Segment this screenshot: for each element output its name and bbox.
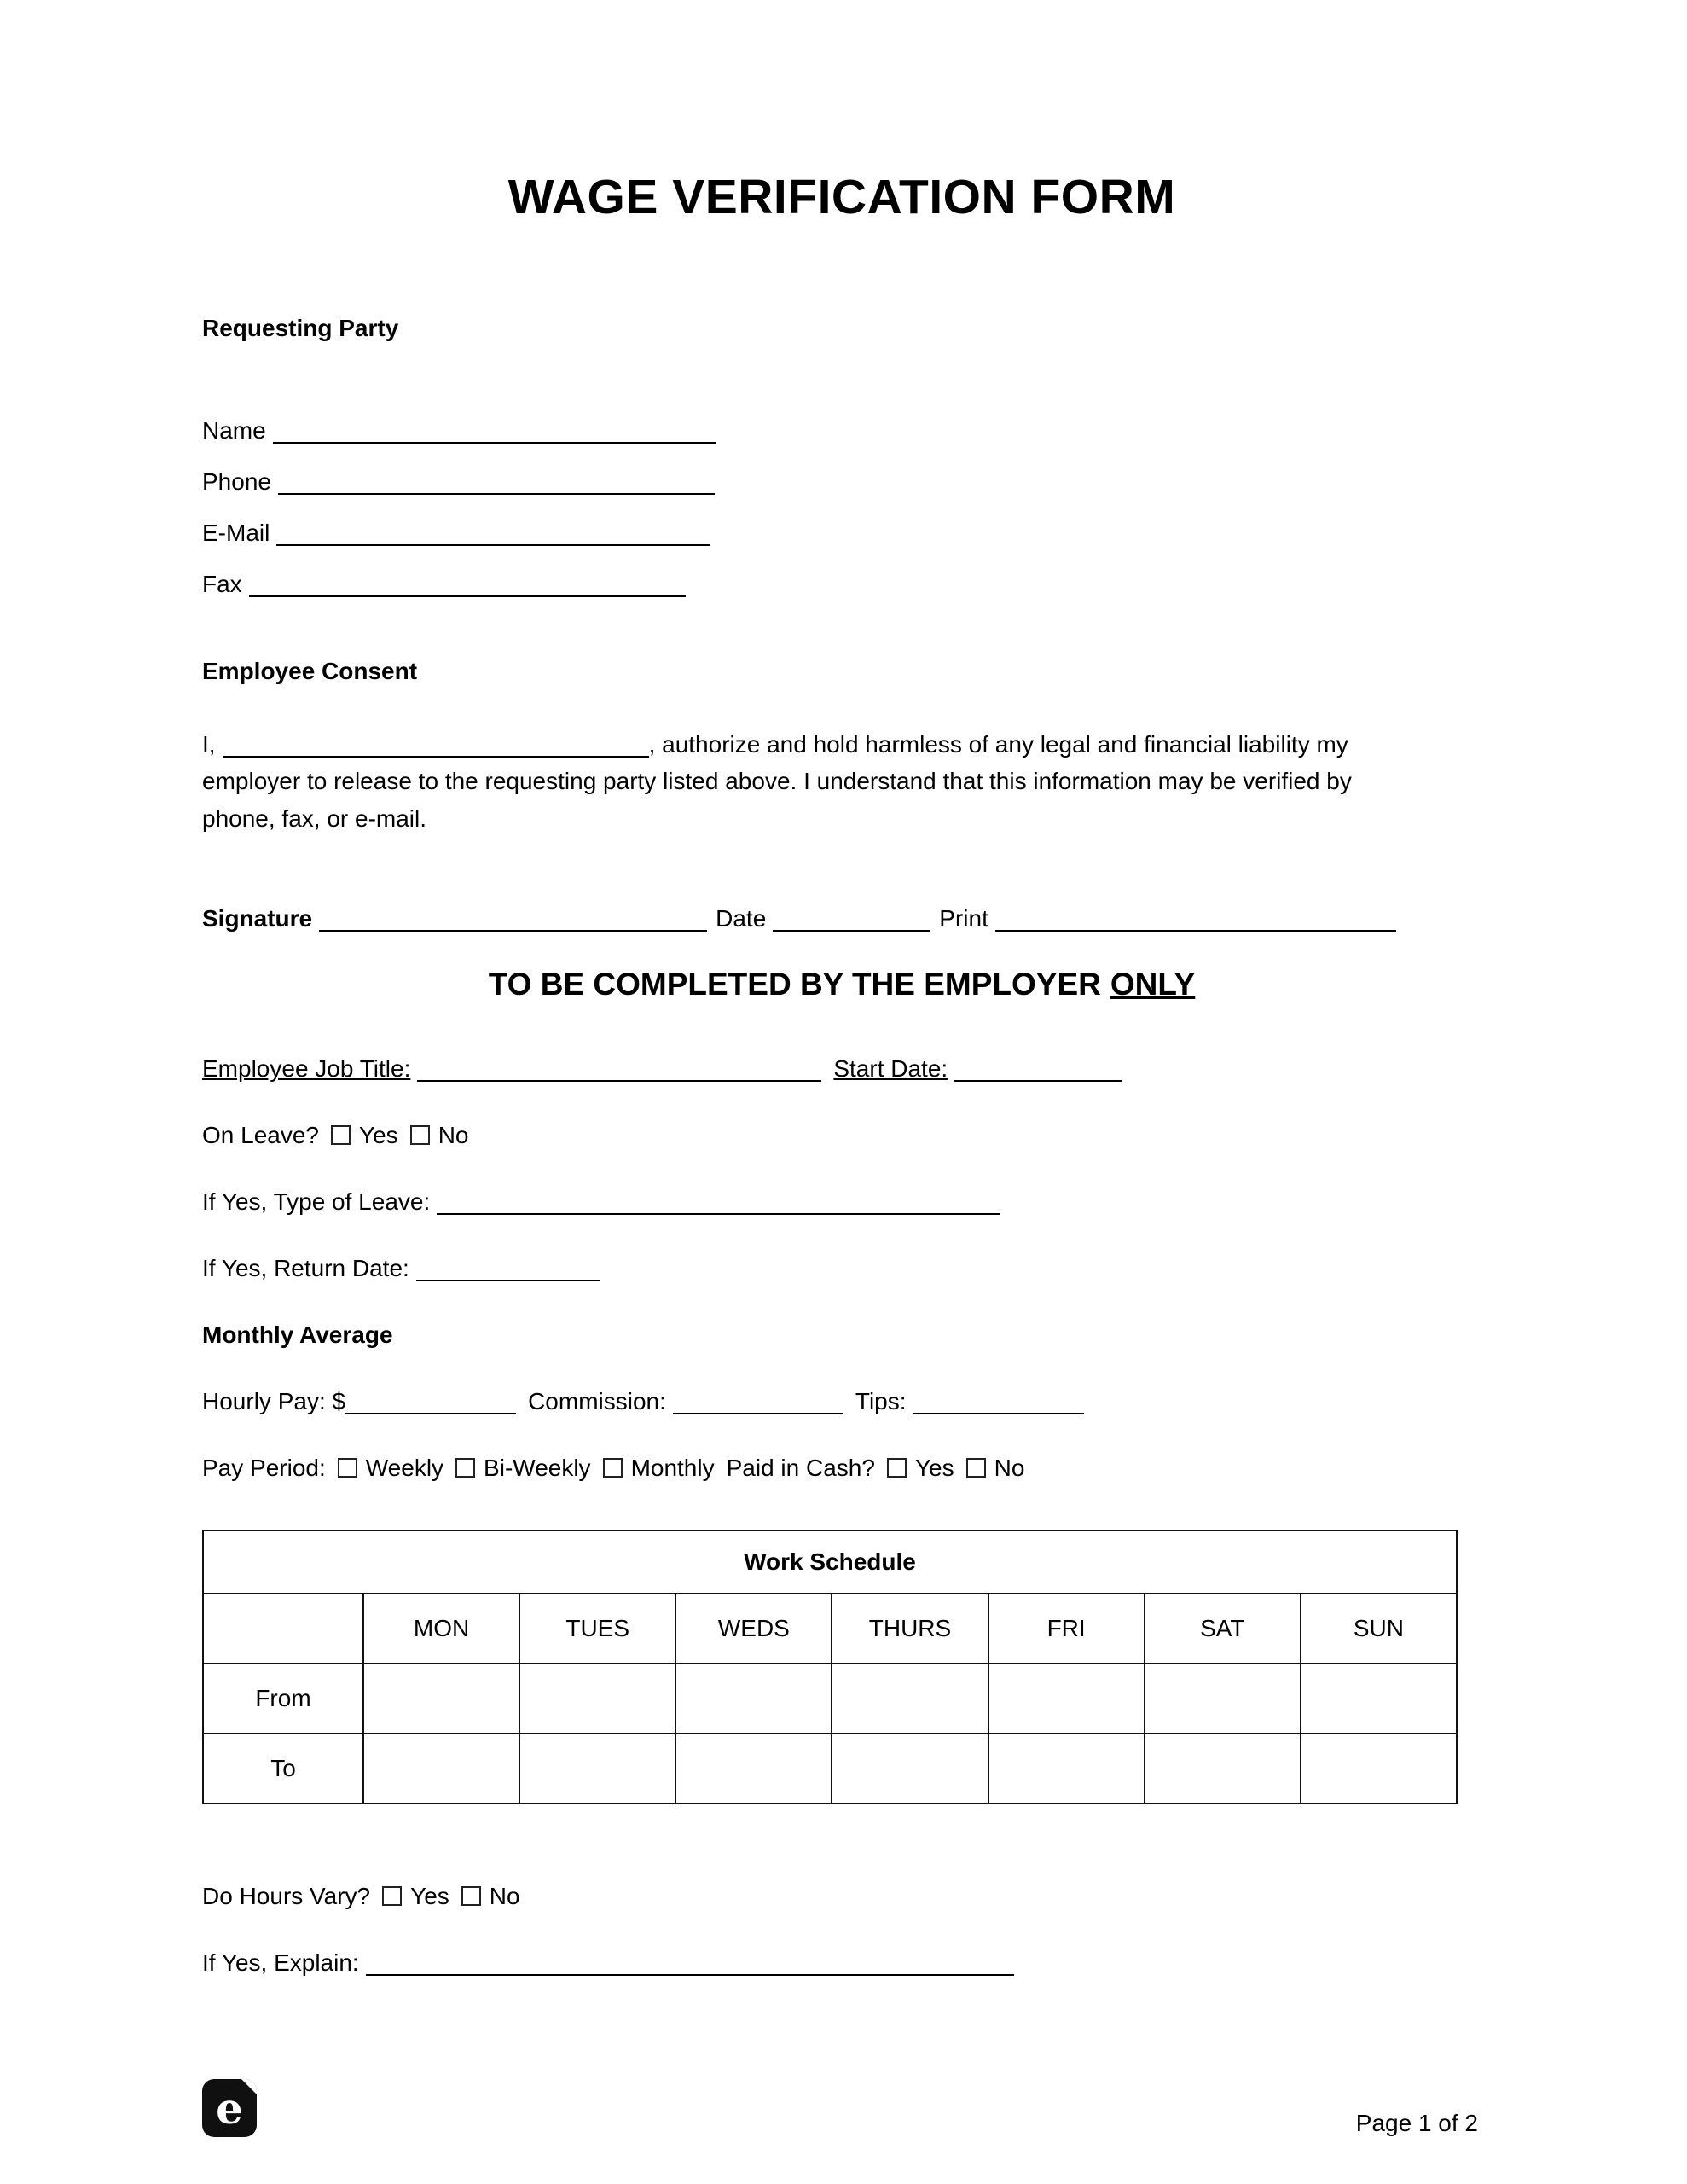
explain-row	[202, 1949, 1481, 1977]
checkbox-on-leave-yes[interactable]	[331, 1125, 351, 1145]
pay-period-label: Pay Period:	[202, 1455, 326, 1482]
tips-blank-line[interactable]	[913, 1391, 1084, 1414]
pay-period-biweekly-label: Bi-Weekly	[484, 1455, 591, 1482]
consent-name-blank-line[interactable]	[223, 734, 649, 758]
schedule-cell-to-sat[interactable]	[1145, 1734, 1301, 1804]
consent-text: , authorize and hold harmless of any legal and financial liability my employer to release to the requesting party listed above. I understand that this information may be verified by phone, fax, or e-mail.	[202, 731, 1352, 832]
checkbox-paid-in-cash-no[interactable]	[966, 1458, 986, 1478]
hours-vary-yes-label: Yes	[410, 1883, 449, 1910]
schedule-corner-cell	[203, 1594, 363, 1664]
checkbox-pay-period-weekly[interactable]	[338, 1458, 357, 1478]
day-header-thurs: THURS	[832, 1594, 988, 1664]
hours-vary-row	[202, 1883, 1481, 1910]
day-header-weds: WEDS	[675, 1594, 832, 1664]
field-row-fax	[202, 571, 1481, 598]
hours-vary-no-label: No	[489, 1883, 520, 1910]
field-row-name	[202, 417, 1481, 444]
type-of-leave-row	[202, 1188, 1481, 1216]
checkbox-hours-vary-no[interactable]	[461, 1886, 481, 1906]
start-date-blank-line[interactable]	[954, 1058, 1122, 1082]
consent-paragraph	[202, 726, 1422, 837]
section-heading-requesting-party: Requesting Party	[202, 315, 399, 341]
return-date-row	[202, 1255, 1481, 1282]
schedule-cell-from-weds[interactable]	[675, 1664, 832, 1734]
commission-label: Commission:	[528, 1388, 666, 1415]
schedule-cell-to-sun[interactable]	[1301, 1734, 1457, 1804]
schedule-cell-from-mon[interactable]	[363, 1664, 519, 1734]
hourly-pay-label: Hourly Pay: $	[202, 1388, 346, 1415]
checkbox-on-leave-no[interactable]	[410, 1125, 430, 1145]
field-row-email	[202, 520, 1481, 547]
eforms-logo-letter: e	[216, 2082, 243, 2134]
email-field-label: E-Mail	[202, 520, 270, 546]
page-footer	[202, 2079, 1478, 2137]
tips-label: Tips:	[855, 1388, 907, 1415]
employer-heading-main: TO BE COMPLETED BY THE EMPLOYER	[488, 967, 1101, 1002]
paid-in-cash-no-label: No	[994, 1455, 1025, 1482]
type-of-leave-blank-line[interactable]	[437, 1191, 1000, 1215]
fax-field-label: Fax	[202, 571, 242, 597]
eforms-logo	[202, 2079, 257, 2137]
field-row-phone	[202, 468, 1481, 496]
schedule-cell-from-sun[interactable]	[1301, 1664, 1457, 1734]
job-title-blank-line[interactable]	[417, 1058, 821, 1082]
checkbox-pay-period-biweekly[interactable]	[455, 1458, 475, 1478]
print-blank-line[interactable]	[995, 908, 1396, 932]
date-label: Date	[716, 905, 767, 932]
paid-in-cash-yes-label: Yes	[914, 1455, 954, 1482]
fax-blank-line[interactable]	[249, 573, 686, 597]
on-leave-row	[202, 1122, 1481, 1149]
signature-row	[202, 905, 1481, 932]
pay-period-weekly-label: Weekly	[365, 1455, 444, 1482]
pay-period-monthly-label: Monthly	[630, 1455, 715, 1482]
checkbox-hours-vary-yes[interactable]	[382, 1886, 402, 1906]
explain-blank-line[interactable]	[366, 1952, 1014, 1976]
schedule-cell-to-mon[interactable]	[363, 1734, 519, 1804]
day-header-mon: MON	[363, 1594, 519, 1664]
section-heading-monthly-average: Monthly Average	[202, 1321, 393, 1349]
day-header-sun: SUN	[1301, 1594, 1457, 1664]
section-heading-employee-consent: Employee Consent	[202, 658, 418, 684]
job-title-row	[202, 1055, 1481, 1083]
schedule-row-label-from: From	[203, 1664, 363, 1734]
pay-amounts-row	[202, 1388, 1481, 1415]
type-of-leave-label: If Yes, Type of Leave:	[202, 1188, 431, 1216]
day-header-fri: FRI	[988, 1594, 1145, 1664]
schedule-cell-to-weds[interactable]	[675, 1734, 832, 1804]
schedule-cell-to-fri[interactable]	[988, 1734, 1145, 1804]
page-number: Page 1 of 2	[1355, 2110, 1478, 2136]
schedule-cell-from-thurs[interactable]	[832, 1664, 988, 1734]
name-field-label: Name	[202, 417, 266, 444]
email-blank-line[interactable]	[276, 522, 710, 546]
pay-period-row	[202, 1455, 1481, 1482]
commission-blank-line[interactable]	[673, 1391, 844, 1414]
schedule-cell-from-sat[interactable]	[1145, 1664, 1301, 1734]
requesting-party-fields	[202, 417, 1481, 598]
on-leave-yes-label: Yes	[359, 1122, 398, 1149]
employee-job-title-label: Employee Job Title:	[202, 1055, 411, 1083]
schedule-cell-to-thurs[interactable]	[832, 1734, 988, 1804]
explain-label: If Yes, Explain:	[202, 1949, 359, 1977]
day-header-tues: TUES	[519, 1594, 675, 1664]
schedule-row-label-to: To	[203, 1734, 363, 1804]
schedule-cell-to-tues[interactable]	[519, 1734, 675, 1804]
return-date-blank-line[interactable]	[416, 1258, 600, 1281]
signature-blank-line[interactable]	[319, 908, 707, 932]
on-leave-label: On Leave?	[202, 1122, 319, 1149]
return-date-label: If Yes, Return Date:	[202, 1255, 409, 1282]
employer-section-heading	[202, 967, 1481, 1002]
work-schedule-title: Work Schedule	[203, 1531, 1457, 1594]
print-label: Print	[939, 905, 988, 932]
hourly-pay-blank-line[interactable]	[345, 1391, 516, 1414]
start-date-label: Start Date:	[833, 1055, 948, 1083]
schedule-cell-from-fri[interactable]	[988, 1664, 1145, 1734]
checkbox-pay-period-monthly[interactable]	[603, 1458, 623, 1478]
day-header-sat: SAT	[1145, 1594, 1301, 1664]
consent-prefix: I,	[202, 731, 216, 758]
on-leave-no-label: No	[438, 1122, 469, 1149]
phone-blank-line[interactable]	[278, 471, 715, 495]
form-title: WAGE VERIFICATION FORM	[507, 170, 1176, 224]
document-content	[202, 0, 1481, 1977]
phone-field-label: Phone	[202, 468, 271, 495]
hours-vary-label: Do Hours Vary?	[202, 1883, 371, 1910]
date-blank-line[interactable]	[773, 908, 930, 932]
employer-heading-only: ONLY	[1110, 967, 1196, 1002]
work-schedule-table	[202, 1530, 1458, 1804]
checkbox-paid-in-cash-yes[interactable]	[887, 1458, 907, 1478]
paid-in-cash-label: Paid in Cash?	[726, 1455, 875, 1482]
name-blank-line[interactable]	[273, 420, 716, 444]
schedule-cell-from-tues[interactable]	[519, 1664, 675, 1734]
signature-label: Signature	[202, 905, 313, 932]
